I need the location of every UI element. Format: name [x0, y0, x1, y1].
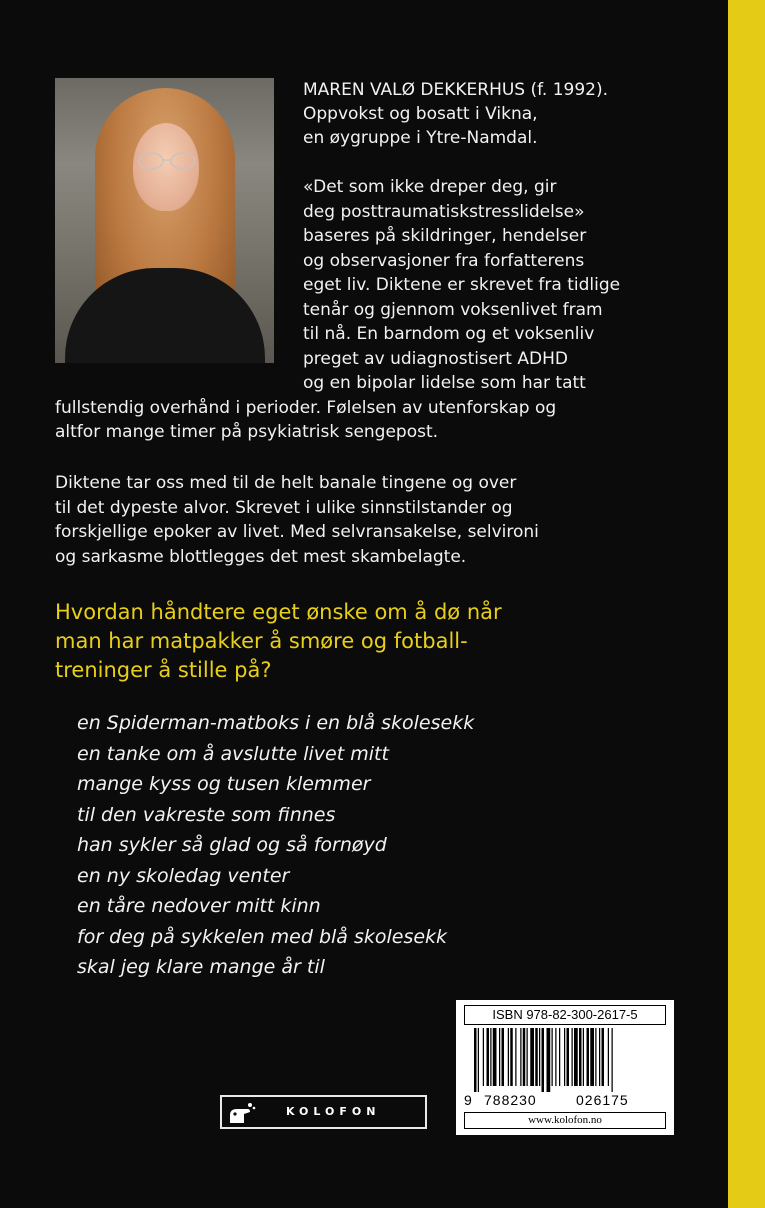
poem-excerpt [77, 708, 677, 983]
poem-line: en ny skoledag venter [77, 864, 290, 887]
publisher-logo [220, 1095, 427, 1129]
description-line: baseres på skildringer, hendelser [303, 226, 587, 246]
poem-line: mange kyss og tusen klemmer [77, 773, 371, 795]
quote-line: treninger å stille på? [55, 658, 272, 682]
description-paragraph-2 [55, 471, 695, 569]
poem-line: han sykler så glad og så fornøyd [77, 834, 387, 856]
bio-line: en øygruppe i Ytre-Namdal. [303, 128, 538, 148]
poem-line: til den vakreste som finnes [77, 803, 336, 826]
description-line: forskjellige epoker av livet. Med selvransakelse, selvironi [55, 522, 539, 542]
highlight-quote [55, 598, 695, 685]
poem-line: skal jeg klare mange år til [77, 956, 325, 978]
description-line: og observasjoner fra forfatterens [303, 250, 585, 271]
book-spine-stripe [728, 0, 765, 1208]
publisher-logo-icon [228, 1101, 256, 1125]
description-line: tenår og gjennom voksenlivet fram [303, 299, 603, 320]
isbn-barcode-box [456, 1000, 674, 1135]
description-paragraph-1 [55, 175, 723, 445]
isbn-number: ISBN 978-82-300-2617-5 [464, 1005, 666, 1025]
ean-digits-left: 788230 [484, 1092, 537, 1108]
description-line: og sarkasme blottlegges det mest skambelagte. [55, 546, 467, 567]
description-line: preget av udiagnostisert ADHD [303, 348, 568, 369]
poem-line: en tåre nedover mitt kinn [77, 895, 321, 917]
barcode-icon [462, 1028, 668, 1092]
description-line: Diktene tar oss med til de helt banale tingene og over [55, 473, 517, 493]
ean-digits-right: 026175 [576, 1092, 629, 1108]
description-line: til nå. En barndom og et voksenliv [303, 324, 595, 344]
bio-line: Oppvokst og bosatt i Vikna, [303, 104, 538, 124]
publisher-name: KOLOFON [286, 1105, 381, 1118]
poem-line: en tanke om å avslutte livet mitt [77, 742, 389, 765]
description-line: og en bipolar lidelse som har tatt [303, 373, 586, 393]
ean-digit-first: 9 [464, 1092, 473, 1108]
description-line: fullstendig overhånd i perioder. Følelsen av utenforskap og [55, 397, 557, 418]
quote-line: Hvordan håndtere eget ønske om å dø når [55, 600, 502, 624]
poem-line: for deg på sykkelen med blå skolesekk [77, 925, 448, 948]
description-line: til det dypeste alvor. Skrevet i ulike sinnstilstander og [55, 497, 513, 518]
poem-line: en Spiderman-matboks i en blå skolesekk [77, 712, 475, 734]
description-line: deg posttraumatiskstresslidelse» [303, 201, 585, 222]
description-line: eget liv. Diktene er skrevet fra tidlige [303, 275, 621, 295]
author-bio [303, 78, 703, 150]
publisher-website: www.kolofon.no [464, 1112, 666, 1129]
quote-line: man har matpakker å smøre og fotball- [55, 629, 468, 653]
author-photo [55, 78, 274, 363]
description-line: «Det som ikke dreper deg, gir [303, 177, 557, 197]
description-line: altfor mange timer på psykiatrisk sengepost. [55, 422, 439, 442]
bio-line: MAREN VALØ DEKKERHUS (f. 1992). [303, 80, 608, 100]
